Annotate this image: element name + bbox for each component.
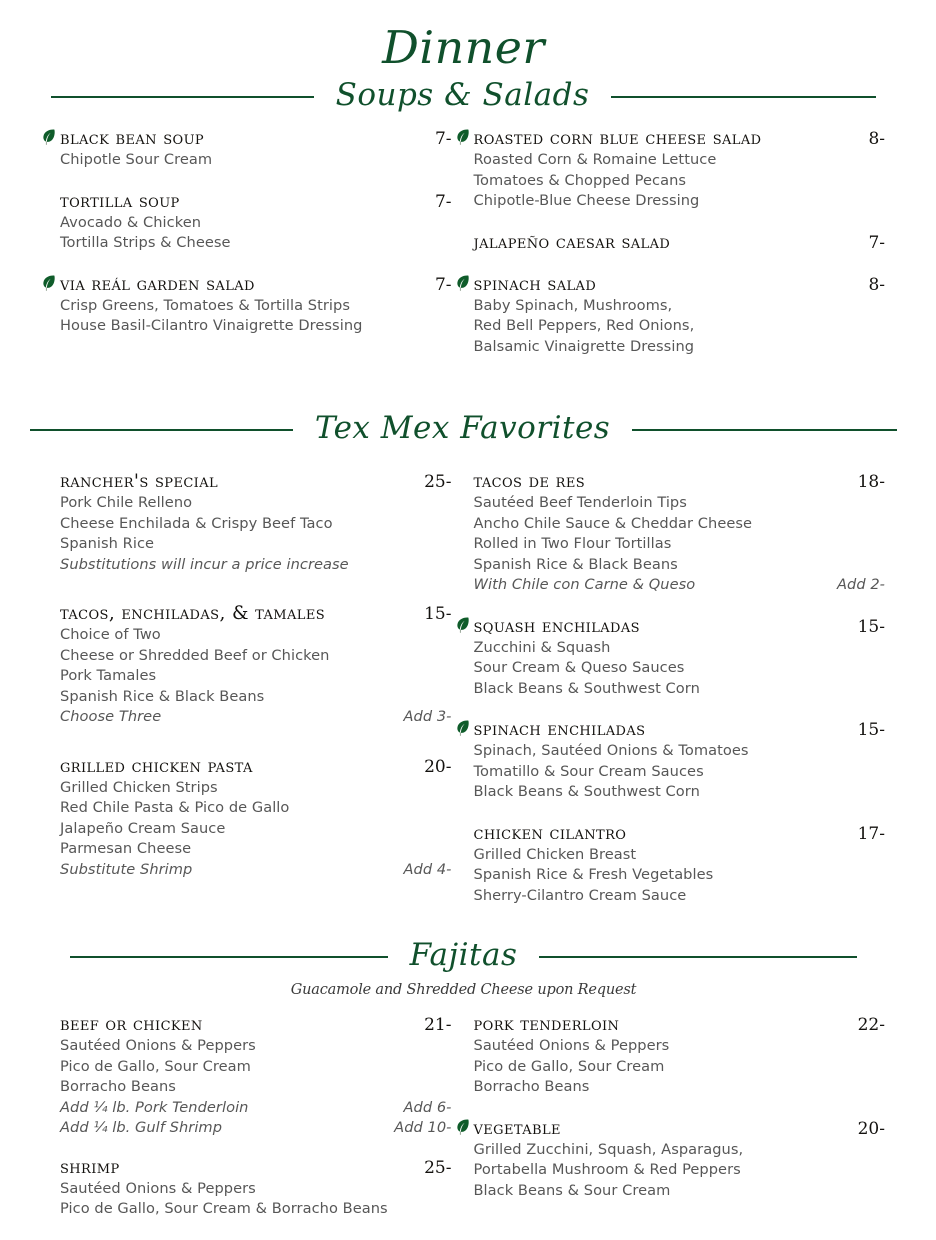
description-text: Sautéed Onions & Peppers (60, 1179, 256, 1197)
description-text: Red Bell Peppers, Red Onions, (473, 317, 695, 334)
description-text: Red Chile Pasta & Pico de Gallo (60, 799, 290, 816)
description-line (474, 762, 886, 783)
menu-item-name: black bean soup (60, 128, 205, 149)
description-text: Sautéed Onions & Peppers (473, 1037, 670, 1054)
description-line (474, 658, 886, 679)
menu-item[interactable] (474, 471, 886, 596)
description-text: Portabella Mushroom & Red Peppers (473, 1161, 741, 1178)
menu-item-description (474, 296, 886, 358)
menu-item[interactable] (474, 616, 886, 700)
description-line (60, 819, 452, 840)
menu-item[interactable] (60, 191, 452, 254)
menu-item-price: 25- (424, 472, 452, 492)
description-text: Roasted Corn & Romaine Lettuce (473, 151, 717, 168)
add-price: Add 6- (403, 1098, 452, 1116)
description-text: Grilled Chicken Strips (60, 778, 218, 796)
menu-item-description (474, 1036, 886, 1098)
description-line (60, 625, 452, 646)
description-text: Add ¼ lb. Pork Tenderloin (60, 1098, 249, 1116)
section-columns (0, 128, 927, 377)
menu-item-price: 8- (868, 274, 885, 295)
menu-item-price: 17- (857, 823, 885, 844)
menu-item-title-row (60, 128, 452, 150)
section-columns (0, 1014, 927, 1240)
menu-item-name: grilled chicken pasta (60, 755, 253, 777)
description-text: Zucchini & Squash (473, 638, 611, 656)
description-line (60, 213, 452, 234)
menu-item-description (474, 150, 886, 212)
leaf-icon (456, 1119, 474, 1139)
menu-item-price: 7- (868, 232, 885, 253)
menu-item-name: shrimp (60, 1156, 120, 1178)
description-text: Choose Three (60, 708, 162, 725)
description-line (474, 337, 886, 358)
menu-item-price: 18- (857, 472, 885, 492)
menu-item[interactable] (60, 756, 452, 881)
menu-item-title-row (60, 1157, 452, 1179)
menu-item-name: pork tenderloin (473, 1014, 620, 1035)
menu-item-title-row (474, 616, 886, 638)
section-rule-left (30, 429, 293, 431)
description-line (474, 150, 886, 171)
description-text: Sautéed Onions & Peppers (60, 1037, 256, 1054)
description-text: Jalapeño Cream Sauce (60, 819, 226, 837)
description-text: Add ¼ lb. Gulf Shrimp (60, 1119, 223, 1136)
description-line (60, 666, 452, 687)
section-rule-left (51, 96, 314, 98)
menu-item-name: tortilla soup (60, 190, 180, 212)
description-text: Sherry-Cilantro Cream Sauce (473, 886, 687, 904)
description-line (474, 782, 886, 803)
menu-item-name: via reál garden salad (60, 273, 255, 295)
description-line (474, 845, 886, 866)
section-header (0, 938, 927, 976)
description-line (60, 1179, 452, 1200)
description-line (60, 150, 452, 171)
menu-item[interactable] (60, 128, 452, 171)
description-text: Crisp Greens, Tomatoes & Tortilla Strips (60, 296, 350, 314)
column-right-tex-mex-favorites (464, 471, 886, 926)
description-line (474, 493, 886, 514)
column-right-soups-salads (464, 128, 886, 377)
description-text: House Basil-Cilantro Vinaigrette Dressing (60, 317, 363, 334)
description-text: Substitute Shrimp (60, 860, 193, 878)
column-left-soups-salads (42, 128, 464, 377)
description-line (60, 839, 452, 860)
menu-item-description (60, 778, 452, 881)
description-text: Grilled Chicken Breast (473, 845, 637, 863)
section-rule-left (70, 956, 388, 958)
add-price: Add 3- (403, 708, 452, 725)
description-line (60, 233, 452, 254)
section-title-tex-mex-favorites: Tex Mex Favorites (314, 410, 611, 446)
description-line (60, 646, 452, 667)
description-text: Spanish Rice & Black Beans (60, 687, 265, 705)
section-title-soups-salads: Soups & Salads (335, 77, 590, 113)
menu-item[interactable] (60, 1014, 452, 1139)
description-line (60, 316, 452, 337)
description-line (60, 1199, 452, 1220)
description-text: With Chile con Carne & Queso (473, 576, 696, 593)
description-text: Cheese Enchilada & Crispy Beef Taco (60, 514, 333, 532)
description-text: Pico de Gallo, Sour Cream & Borracho Beans (60, 1200, 388, 1217)
menu-item-price: 20- (424, 756, 452, 777)
description-line (60, 296, 452, 317)
menu-item-title-row (474, 823, 886, 845)
menu-item[interactable] (474, 719, 886, 803)
menu-item-description (60, 1179, 452, 1220)
menu-item-name: squash enchiladas (473, 615, 640, 637)
menu-item-name: jalapeño caesar salad (473, 231, 671, 253)
description-text: Black Beans & Southwest Corn (473, 783, 700, 800)
description-text: Tortilla Strips & Cheese (60, 234, 231, 251)
description-line (60, 707, 452, 728)
menu-item-price: 15- (857, 616, 885, 637)
menu-item[interactable] (474, 1014, 886, 1098)
menu-item-description (60, 625, 452, 728)
description-line (474, 638, 886, 659)
description-line (474, 1077, 886, 1098)
description-text: Spanish Rice (60, 535, 155, 552)
menu-item-title-row (60, 274, 452, 296)
menu-sections (0, 78, 927, 1240)
menu-item-name: vegetable (473, 1117, 561, 1139)
menu-item-price: 7- (434, 191, 452, 212)
section-header (0, 411, 927, 449)
page-title: Dinner (382, 21, 545, 74)
description-line (60, 514, 452, 535)
column-left-fajitas (42, 1014, 464, 1240)
menu-item-title-row (60, 603, 452, 625)
menu-item[interactable] (60, 603, 452, 728)
menu-item-price: 15- (857, 720, 885, 740)
menu-item[interactable] (60, 1157, 452, 1220)
menu-item-description (474, 741, 886, 803)
menu-section-fajitas (0, 938, 927, 1240)
leaf-icon (42, 275, 60, 295)
menu-item-title-row (474, 719, 886, 741)
description-line (474, 679, 886, 700)
menu-item-price: 7- (434, 129, 452, 149)
description-line (474, 1181, 886, 1202)
menu-item-name: spinach enchiladas (473, 719, 646, 740)
menu-item[interactable] (474, 232, 886, 254)
description-text: Balsamic Vinaigrette Dressing (473, 337, 695, 355)
section-rule-right (611, 96, 876, 98)
menu-item-title-row (474, 471, 886, 493)
menu-item[interactable] (474, 128, 886, 212)
section-rule-right (632, 429, 897, 431)
menu-item-title-row (60, 471, 452, 493)
description-text: Spinach, Sautéed Onions & Tomatoes (473, 742, 749, 759)
description-text: Spanish Rice & Fresh Vegetables (473, 866, 714, 883)
leaf-icon (456, 720, 474, 740)
menu-item-title-row (60, 1014, 452, 1036)
description-line (60, 1057, 452, 1078)
add-price: Add 4- (403, 860, 452, 878)
menu-item-description (60, 1036, 452, 1139)
section-title-fajitas: Fajitas (409, 937, 518, 973)
menu-item-price: 7- (434, 274, 452, 295)
menu-item-description (474, 1140, 886, 1202)
description-text: Choice of Two (60, 626, 161, 643)
description-line (474, 865, 886, 886)
column-right-fajitas (464, 1014, 886, 1240)
description-line (474, 555, 886, 576)
menu-item[interactable] (474, 823, 886, 907)
add-price: Add 2- (836, 576, 885, 593)
menu-item-description (474, 638, 886, 700)
menu-item-description (60, 213, 452, 254)
description-text: Pork Chile Relleno (60, 494, 193, 511)
description-line (60, 798, 452, 819)
menu-item-description (60, 493, 452, 575)
description-line (474, 296, 886, 317)
description-line (474, 1140, 886, 1161)
menu-item[interactable] (474, 274, 886, 358)
description-text: Rolled in Two Flour Tortillas (473, 535, 672, 552)
description-text: Parmesan Cheese (60, 840, 192, 857)
description-text: Chipotle-Blue Cheese Dressing (473, 192, 700, 209)
menu-item-price: 22- (857, 1015, 885, 1035)
menu-item-title-row (60, 756, 452, 778)
description-line (60, 1036, 452, 1057)
menu-item-price: 25- (424, 1157, 452, 1178)
menu-item-title-row (60, 191, 452, 213)
description-line (60, 778, 452, 799)
section-columns (0, 471, 927, 926)
leaf-icon (42, 129, 60, 149)
section-header (0, 78, 927, 116)
description-line (60, 860, 452, 881)
menu-item-description (474, 845, 886, 907)
menu-item-name: beef or chicken (60, 1014, 203, 1035)
menu-section-tex-mex-favorites (0, 411, 927, 926)
description-text: Black Beans & Southwest Corn (473, 679, 700, 697)
description-text: Avocado & Chicken (60, 213, 202, 231)
description-line (474, 886, 886, 907)
menu-item-price: 15- (424, 604, 452, 624)
description-text: Cheese or Shredded Beef or Chicken (60, 646, 330, 664)
menu-item-name: tacos de res (473, 471, 586, 492)
menu-item-description (474, 493, 886, 596)
leaf-icon (456, 275, 474, 295)
leaf-icon (456, 617, 474, 637)
menu-item-title-row (474, 274, 886, 296)
menu-item-description (60, 150, 452, 171)
description-line (474, 741, 886, 762)
description-text: Chipotle Sour Cream (60, 151, 213, 168)
description-text: Pico de Gallo, Sour Cream (473, 1057, 665, 1075)
description-text: Borracho Beans (473, 1078, 590, 1095)
description-line (474, 171, 886, 192)
description-text: Spanish Rice & Black Beans (473, 555, 678, 573)
menu-item-price: 21- (424, 1015, 452, 1035)
add-price: Add 10- (394, 1119, 452, 1136)
section-subtitle: Guacamole and Shredded Cheese upon Request (290, 982, 637, 998)
description-line (474, 1160, 886, 1181)
description-line (474, 316, 886, 337)
menu-section-soups-salads (0, 78, 927, 377)
description-text: Sautéed Beef Tenderloin Tips (473, 494, 687, 511)
description-text: Pork Tamales (60, 667, 157, 684)
description-line (474, 534, 886, 555)
leaf-icon (456, 129, 474, 149)
description-line (474, 575, 886, 596)
menu-item-title-row (474, 1014, 886, 1036)
description-line (474, 191, 886, 212)
description-line (474, 514, 886, 535)
description-text: Tomatillo & Sour Cream Sauces (473, 762, 704, 780)
description-text: Black Beans & Sour Cream (473, 1181, 671, 1199)
menu-item[interactable] (60, 471, 452, 575)
description-line (474, 1036, 886, 1057)
menu-item-title-row (474, 232, 886, 254)
description-text: Sour Cream & Queso Sauces (473, 659, 685, 676)
menu-item-price: 8- (868, 129, 885, 149)
description-line (60, 493, 452, 514)
description-line (60, 534, 452, 555)
description-text: Baby Spinach, Mushrooms, (473, 296, 673, 314)
menu-item[interactable] (474, 1118, 886, 1202)
description-line (60, 687, 452, 708)
description-text: Pico de Gallo, Sour Cream (60, 1057, 251, 1075)
menu-item[interactable] (60, 274, 452, 337)
description-line (474, 1057, 886, 1078)
description-text: Grilled Zucchini, Squash, Asparagus, (473, 1140, 744, 1158)
description-line (60, 555, 452, 576)
menu-item-name: roasted corn blue cheese salad (473, 128, 762, 149)
menu-item-title-row (474, 1118, 886, 1140)
description-text: Tomatoes & Chopped Pecans (473, 171, 687, 189)
description-text: Ancho Chile Sauce & Cheddar Cheese (473, 514, 753, 532)
menu-item-name: spinach salad (473, 273, 597, 295)
menu-item-price: 20- (857, 1118, 885, 1139)
description-line (60, 1118, 452, 1139)
menu-item-name: tacos, enchiladas, & tamales (60, 603, 326, 624)
menu-item-name: rancher's special (60, 471, 219, 492)
description-text: Borracho Beans (60, 1078, 176, 1095)
description-text: Substitutions will incur a price increase (60, 555, 349, 573)
column-left-tex-mex-favorites (42, 471, 464, 926)
section-rule-right (539, 956, 857, 958)
menu-item-title-row (474, 128, 886, 150)
description-line (60, 1077, 452, 1098)
menu-item-description (60, 296, 452, 337)
description-line (60, 1098, 452, 1119)
menu-item-name: chicken cilantro (473, 822, 627, 844)
